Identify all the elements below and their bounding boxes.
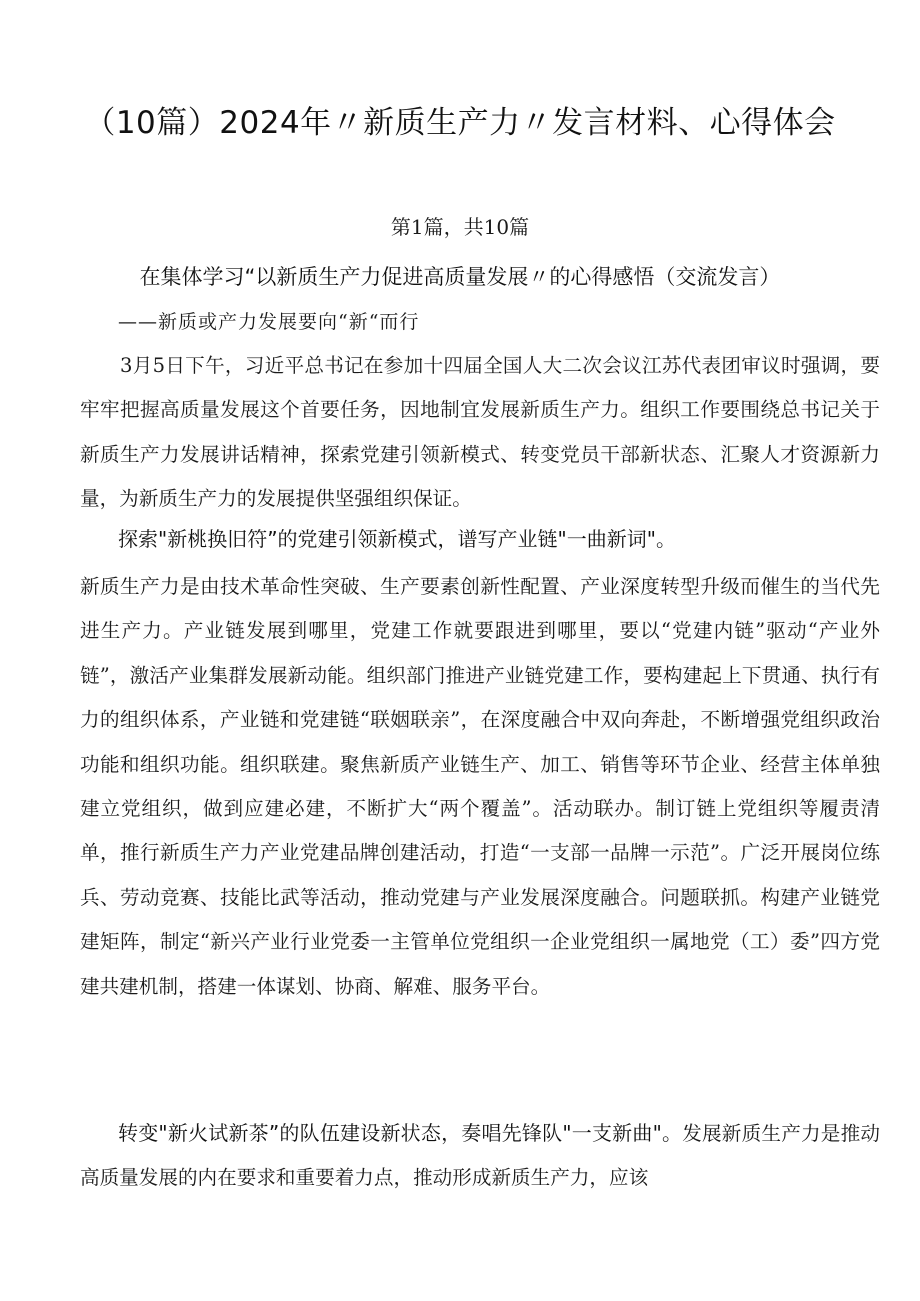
document-title: （10篇）2024年〃新质生产力〃发言材料、心得体会: [84, 105, 836, 141]
paragraph-industry-chain: 新质生产力是由技术革命性突破、生产要素创新性配置、产业深度转型升级而催生的当代先进生产力。产业链发展到哪里，党建工作就要跟进到哪里，要以“党建内链”驱动“产业外链”，激活产业集群发展新动能。组织部门推进产业链党建工作，要构建起上下贯通、执行有力的组织体系，产业链和党建链“联姻联亲”，在深度融合中双向奔赴，不断增强党组织政治功能和组织功能。组织联建。聚焦新质产业链生产、加工、销售等环节企业、经营主体单独建立党组织，做到应建必建，不断扩大“两个覆盖”。活动联办。制订链上党组织等履责清单，推行新质生产力产业党建品牌创建活动，打造“一支部一品牌一示范”。广泛开展岗位练兵、劳动竞赛、技能比武等活动，推动党建与产业发展深度融合。问题联抓。构建产业链党建矩阵，制定“新兴产业行业党委一主管单位党组织一企业党组织一属地党（工）委”四方党建共建机制，搭建一体谋划、协商、解难、服务平台。: [80, 575, 880, 998]
article-subtitle: ——新质或产力发展要向“新“而行: [118, 311, 420, 333]
article-title: 在集体学习“以新质生产力促进高质量发展〃的心得感悟（交流发言）: [139, 265, 781, 289]
paragraph-intro: 3月5日下午，习近平总书记在参加十四届全国人大二次会议江苏代表团审议时强调，要牢牢把握高质量发展这个首要任务，因地制宜发展新质生产力。组织工作要围绕总书记关于新质生产力发展讲话精神，探索党建引领新模式、转变党员干部新状态、汇聚人才资源新力量，为新质生产力的发展提供坚强组织保证。: [80, 354, 880, 511]
paragraph-team-building-text: 发展新质生产力是推动高质量发展的内在要求和重要着力点，推动形成新质生产力，应该: [80, 1122, 880, 1190]
section-heading-1: 探索"新桃换旧符”的党建引领新模式，谱写产业链"一曲新词"。: [118, 527, 676, 551]
section-heading-2: 转变"新火试新茶”的队伍建设新状态，奏唱先锋队"一支新曲"。: [118, 1121, 683, 1145]
section-label: 第1篇，共10篇: [390, 215, 530, 239]
paragraph-team-building: [80, 1111, 880, 1201]
